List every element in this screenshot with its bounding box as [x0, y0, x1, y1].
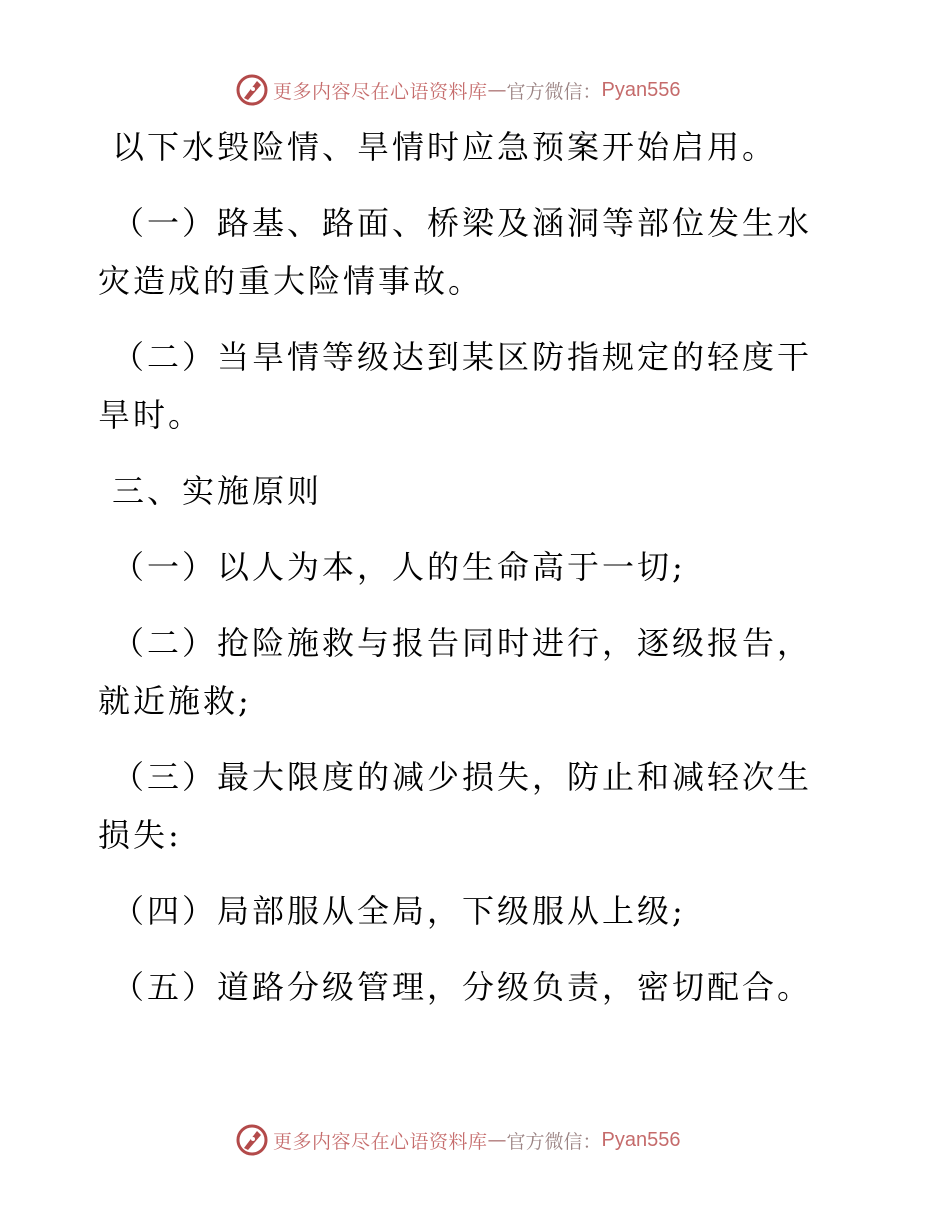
paragraph-2: （一）路基、路面、桥梁及涵洞等部位发生水灾造成的重大险情事故。: [98, 204, 813, 300]
principle-2: （二）抢险施救与报告同时进行，逐级报告，就近施救;: [98, 624, 813, 720]
principle-4: （四）局部服从全局，下级服从上级;: [112, 892, 686, 930]
section-heading: 三、实施原则: [112, 472, 323, 510]
principle-1: （一）以人为本，人的生命高于一切;: [112, 548, 686, 586]
watermark-wechat-id: Pyan556: [601, 78, 681, 101]
paragraph-3: （二）当旱情等级达到某区防指规定的轻度干旱时。: [98, 338, 813, 434]
pen-nib-logo-icon: [235, 1123, 269, 1157]
watermark-text: 更多内容尽在心语资料库: [273, 80, 488, 103]
document-body: [98, 118, 838, 1034]
watermark-dash: —: [487, 79, 507, 101]
watermark-dash: —: [487, 1129, 507, 1151]
principle-5: （五）道路分级管理，分级负责，密切配合。: [112, 968, 813, 1006]
watermark-wechat-id: Pyan556: [601, 1128, 681, 1151]
pen-nib-logo-icon: [235, 73, 269, 107]
watermark-text: 更多内容尽在心语资料库: [273, 1130, 488, 1153]
header-watermark: [235, 72, 681, 108]
watermark-wechat-label: 官方微信：: [506, 1130, 602, 1153]
paragraph-1: 以下水毁险情、旱情时应急预案开始启用。: [112, 128, 778, 166]
watermark-wechat-label: 官方微信：: [506, 80, 602, 103]
footer-watermark: [235, 1122, 681, 1158]
principle-3: （三）最大限度的减少损失，防止和减轻次生损失:: [98, 758, 813, 854]
